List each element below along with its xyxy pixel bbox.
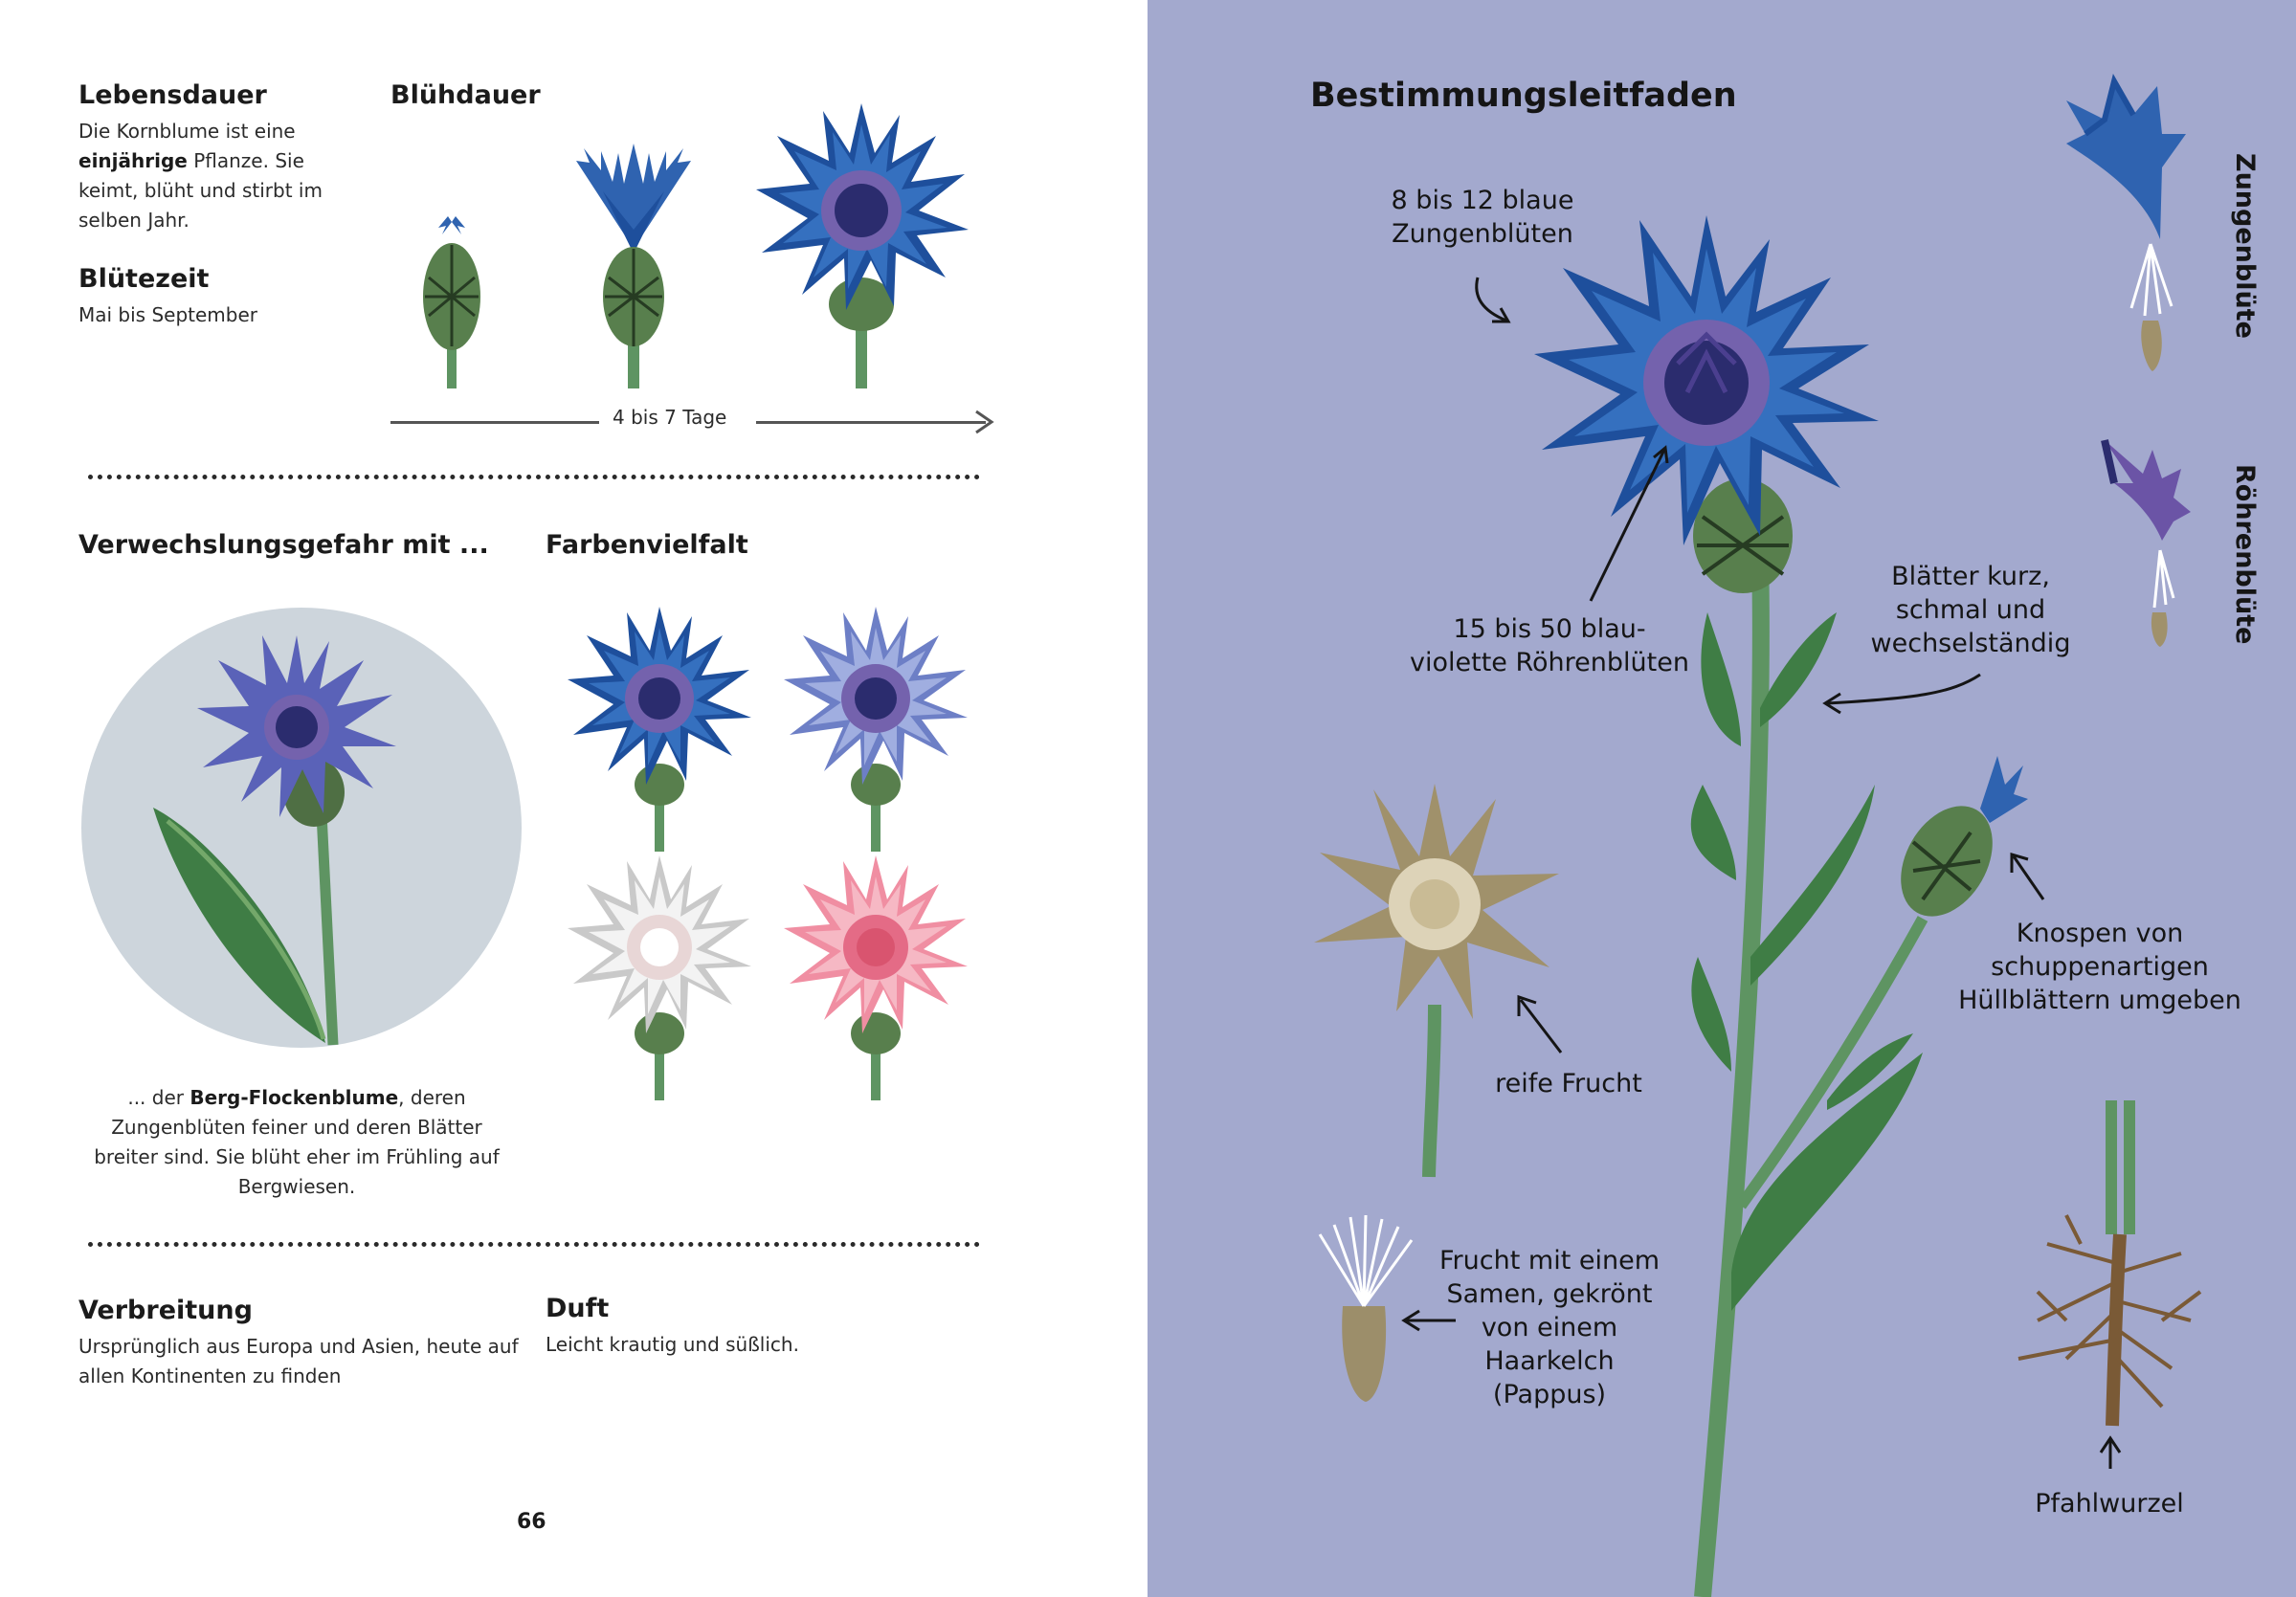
arrow-right-icon [974,410,993,436]
verbreitung-text: Ursprünglich aus Europa und Asien, heute auf allen Kontinenten zu finden [78,1335,519,1387]
label-knospen: Knospen von schuppenartigen Hüllblättern umgeben [1958,919,2241,1015]
right-page [1148,0,2296,1597]
bud-stage-1 [423,216,480,388]
bluehdauer-heading: Blühdauer [390,80,541,110]
roehrenbluete-detail [2105,440,2191,647]
duration-arrow-right-line [756,421,986,424]
bluetezeit-heading: Blütezeit [78,264,210,294]
divider-bottom [88,1242,980,1247]
duration-arrow-left-line [390,421,599,424]
verwechslung-heading: Verwechslungsgefahr mit ... [78,530,489,560]
berg-flockenblume-illustration [0,574,536,1072]
bud-on-branch [1883,756,2028,933]
label-blaetter: Blätter kurz, schmal und wechselständig [1870,562,2071,658]
bloom-stages-illustration [0,0,1148,450]
flower-lightblue [784,607,968,852]
duft-text: Leicht krautig und süßlich. [546,1333,799,1356]
page-number: 66 [517,1510,546,1534]
verbreitung-heading: Verbreitung [78,1296,253,1325]
flower-pink [784,855,968,1100]
bluetezeit-text: Mai bis September [78,303,258,326]
label-zungenblueten: 8 bis 12 blaue Zungenblüten [1391,186,1574,249]
color-variety-illustration [536,584,1014,1120]
divider-top [88,475,980,479]
lebensdauer-heading: Lebensdauer [78,80,267,110]
ripe-fruit [1314,784,1559,1177]
page-title: Bestimmungsleitfaden [1310,77,1737,115]
zungenbluete-detail [2066,81,2186,371]
bloom-stage-3 [756,103,969,388]
label-zungenbluete-vertical: Zungenblüte [2230,153,2260,339]
label-reife-frucht: reife Frucht [1495,1069,1642,1098]
flower-white [568,855,751,1100]
label-roehrenblueten: 15 bis 50 blau-violette Röhrenblüten [1410,614,1689,677]
duft-heading: Duft [546,1294,610,1323]
cornflower-anatomy-illustration [1148,0,2296,1597]
farbenvielfalt-heading: Farbenvielfalt [546,530,748,560]
label-frucht-samen: Frucht mit einem Samen, gekrönt von einem Haarkelch (Pappus) [1438,1246,1660,1409]
flower-blue [568,607,751,852]
bud-stage-2 [576,144,691,388]
verwechslung-caption: ... der Berg-Flockenblume, deren Zungenblüten feiner und deren Blätter breiter sind. Sie blüht eher im Frühling auf Bergwiesen. [94,1086,500,1198]
label-roehrenbluete-vertical: Röhrenblüte [2230,464,2260,645]
label-pfahlwurzel: Pfahlwurzel [2035,1489,2184,1519]
taproot [2018,1100,2200,1426]
lebensdauer-text: Die Kornblume ist eine einjährige Pflanze. Sie keimt, blüht und stirbt im selben Jahr. [78,120,323,232]
seed-with-pappus [1320,1215,1412,1402]
duration-label: 4 bis 7 Tage [613,406,727,429]
